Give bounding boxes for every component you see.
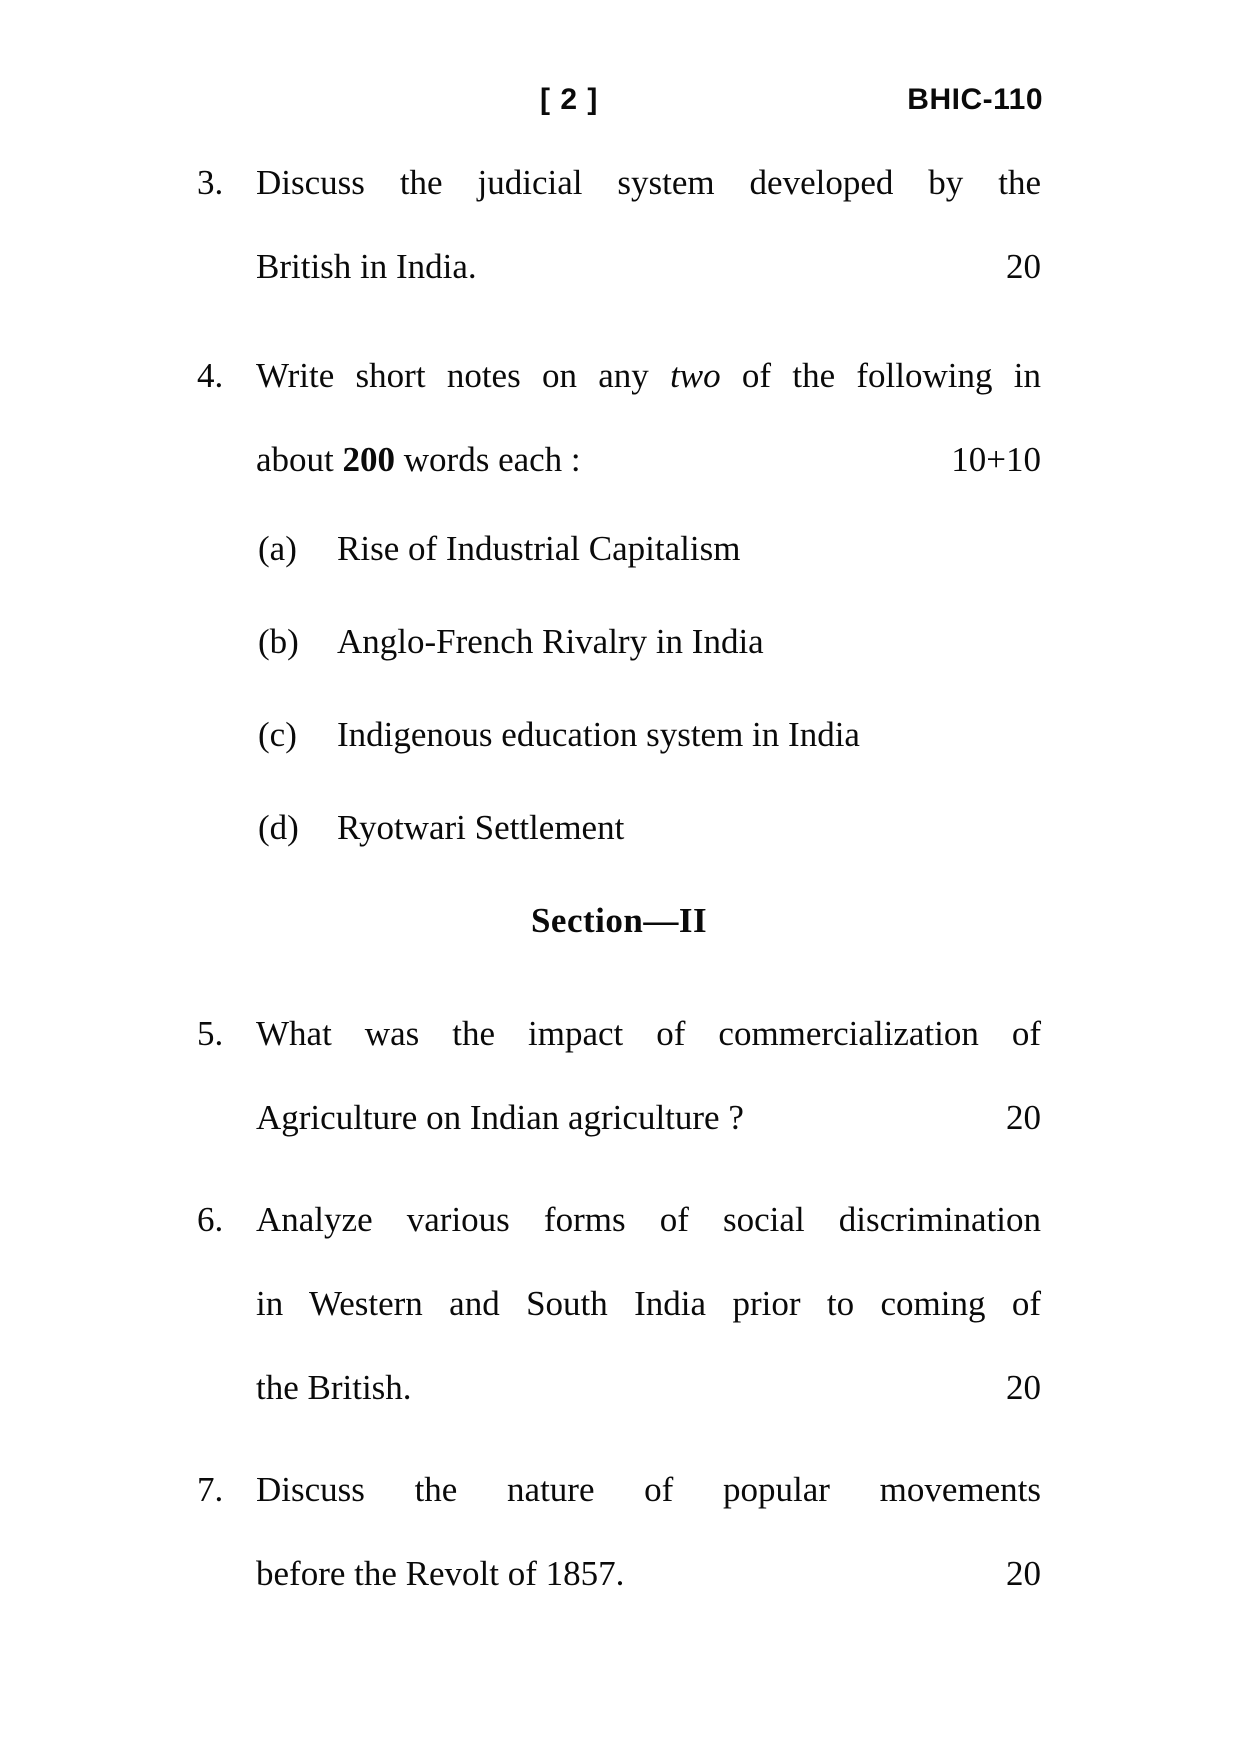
marks-value: 20 — [1006, 247, 1041, 286]
question-number: 3. — [197, 163, 224, 202]
subitem-text: Ryotwari Settlement — [337, 808, 625, 847]
question-text — [256, 418, 581, 502]
subitem-text: Rise of Industrial Capitalism — [337, 529, 741, 568]
question-line — [256, 1532, 1041, 1616]
subitem-d — [258, 781, 1041, 874]
question-line: Analyze various forms of social discrimination — [256, 1200, 1041, 1239]
marks-value: 20 — [1006, 1368, 1041, 1407]
question-6 — [197, 1178, 1041, 1430]
subitem-label: (b) — [258, 622, 299, 661]
question-number: 6. — [197, 1200, 224, 1239]
question-line: Discuss the nature of popular movements — [256, 1470, 1041, 1509]
page-header — [0, 84, 1241, 116]
marks-value: 10+10 — [951, 440, 1041, 479]
subitem-text: Anglo-French Rivalry in India — [337, 622, 764, 661]
question-text-italic: two — [670, 356, 721, 395]
question-5 — [197, 992, 1041, 1160]
marks-value: 20 — [1006, 1098, 1041, 1137]
subitem-a — [258, 502, 1041, 595]
page-number: [ 2 ] — [540, 83, 599, 116]
marks-value: 20 — [1006, 1554, 1041, 1593]
question-number: 4. — [197, 356, 224, 395]
subitem-label: (d) — [258, 808, 299, 847]
question-3 — [197, 141, 1041, 309]
question-text-bold: 200 — [342, 440, 396, 479]
question-4 — [197, 334, 1041, 874]
question-line: What was the impact of commercialization of — [256, 1014, 1041, 1053]
question-line — [256, 1076, 1041, 1160]
subitem-b — [258, 595, 1041, 688]
question-text: Write short notes on any — [256, 356, 671, 395]
question-list — [197, 141, 1041, 1616]
question-line — [256, 225, 1041, 309]
question-number: 5. — [197, 1014, 224, 1053]
subitem-label: (a) — [258, 529, 297, 568]
question-text: of the following in — [720, 356, 1042, 395]
subitem-label: (c) — [258, 715, 297, 754]
question-text: Agriculture on Indian agriculture ? — [256, 1098, 744, 1137]
subitem-c — [258, 688, 1041, 781]
question-text: the British. — [256, 1368, 412, 1407]
question-text: British in India. — [256, 247, 477, 286]
question-line — [256, 334, 1041, 418]
question-number: 7. — [197, 1470, 224, 1509]
subitem-text: Indigenous education system in India — [337, 715, 860, 754]
question-line — [256, 418, 1041, 502]
question-line: Discuss the judicial system developed by the — [256, 163, 1041, 202]
question-text: words each : — [395, 440, 581, 479]
question-text: before the Revolt of 1857. — [256, 1554, 625, 1593]
course-code: BHIC-110 — [907, 83, 1043, 116]
question-line — [256, 1346, 1041, 1430]
question-line: in Western and South India prior to coming of — [256, 1284, 1041, 1323]
section-heading: Section—II — [530, 901, 708, 940]
subitem-list — [256, 502, 1041, 874]
question-text: about — [256, 440, 343, 479]
question-7 — [197, 1448, 1041, 1616]
